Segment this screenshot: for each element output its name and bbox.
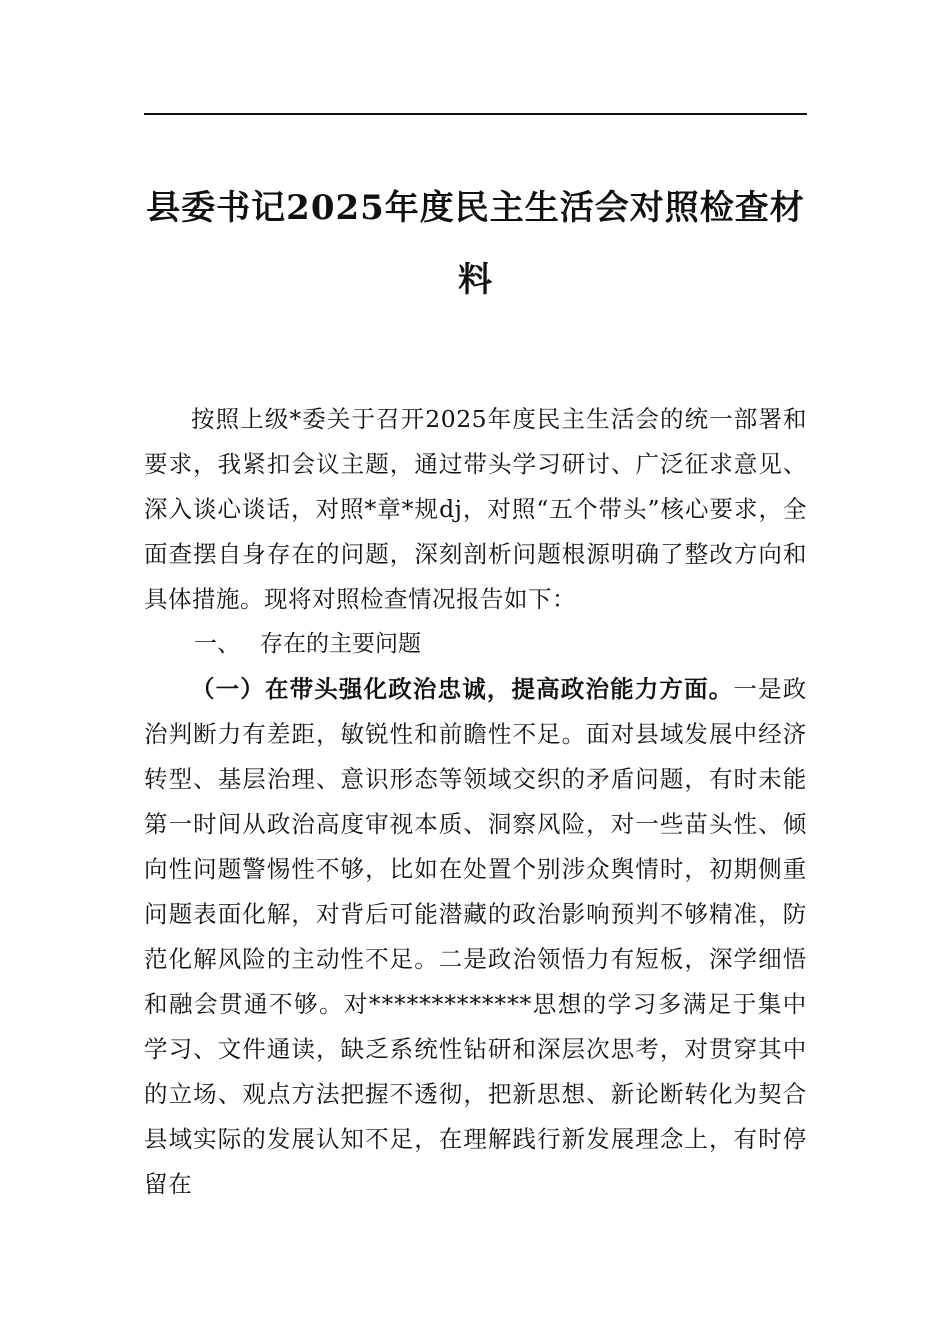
- document-body: [144, 397, 807, 1207]
- document-title: 县委书记2025年度民主生活会对照检查材料: [146, 188, 805, 300]
- subsection-heading: （一）在带头强化政治忠诚，提高政治能力方面。: [191, 675, 734, 703]
- section-number: 一、: [194, 631, 240, 657]
- intro-paragraph: 按照上级*委关于召开2025年度民主生活会的统一部署和要求，我紧扣会议主题，通过带头学习研讨、广泛征求意见、深入谈心谈话，对照*章*规dj，对照“五个带头”核心要求，全面查摆自身存在的问题，深刻剖析问题根源明确了整改方向和具体措施。现将对照检查情况报告如下：: [144, 405, 807, 613]
- section-heading-text: 存在的主要问题: [260, 631, 421, 657]
- section-heading: [144, 622, 807, 667]
- subsection-body: 一是政治判断力有差距，敏锐性和前瞻性不足。面对县域发展中经济转型、基层治理、意识形态等领域交织的矛盾问题，有时未能第一时间从政治高度审视本质、洞察风险，对一些苗头性、倾向性问题警惕性不够，比如在处置个别涉众舆情时，初期侧重问题表面化解，对背后可能潜藏的政治影响预判不够精准，防范化解风险的主动性不足。二是政治领悟力有短板，深学细悟和融会贯通不够。对*************思想的学习多满足于集中学习、文件通读，缺乏系统性钻研和深层次思考，对贯穿其中的立场、观点方法把握不透彻，把新思想、新论断转化为契合县域实际的发展认知不足，在理解践行新发展理念上，有时停留在: [144, 675, 807, 1198]
- subsection-paragraph: [144, 667, 807, 1207]
- header-rule: [144, 113, 807, 115]
